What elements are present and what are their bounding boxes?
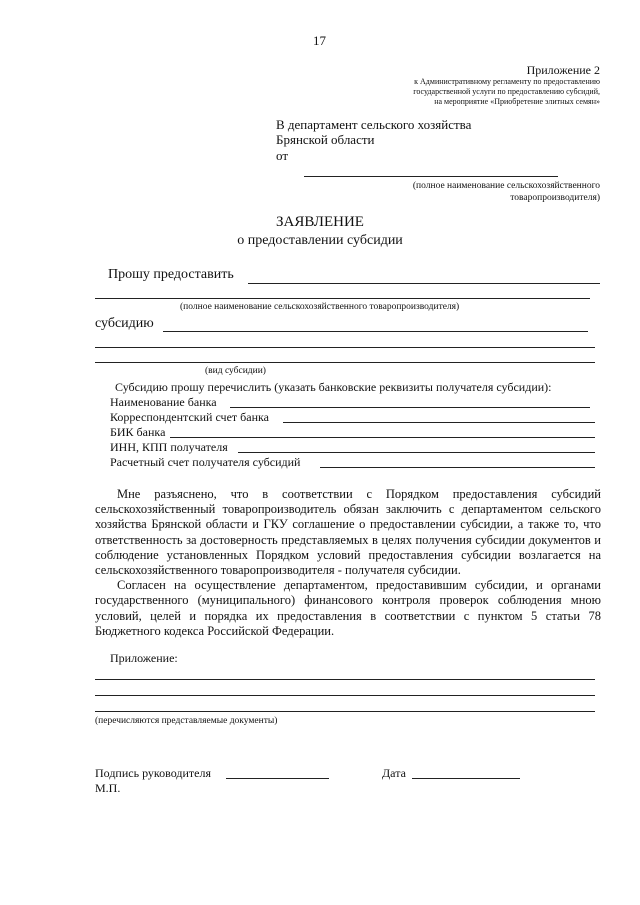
attachment-field-1[interactable]	[95, 679, 595, 680]
inn-kpp-label: ИНН, КПП получателя	[110, 440, 228, 454]
request-field[interactable]	[248, 283, 600, 284]
signature-field[interactable]	[226, 778, 329, 779]
request-field-2[interactable]	[95, 298, 590, 299]
addressee-from: от	[276, 148, 289, 163]
page-number: 17	[313, 33, 326, 48]
stamp-label: М.П.	[95, 781, 121, 795]
bank-intro: Субсидию прошу перечислить (указать банковские реквизиты получателя субсидии):	[115, 380, 552, 394]
inn-kpp-field[interactable]	[238, 452, 595, 453]
appendix-line-2: государственной услуги по предоставлению субсидий,	[413, 87, 600, 96]
appendix-line-3: на мероприятие «Приобретение элитных семян»	[434, 97, 600, 106]
addressee-line-2: Брянской области	[276, 132, 375, 147]
document-title: ЗАЯВЛЕНИЕ	[276, 214, 364, 230]
subsidy-field[interactable]	[163, 331, 588, 332]
paragraph-consent: Согласен на осуществление департаментом, предоставившим субсидии, и органами государственного (муниципального) финансового контроля проверок соблюдения мною условий, целей и порядка их предоставления в соответствии с пунктом 5 статьи 78 Бюджетного кодекса Российской Федерации.	[95, 578, 601, 638]
request-label: Прошу предоставить	[108, 267, 234, 282]
bank-name-field[interactable]	[230, 407, 590, 408]
addressee-hint-1: (полное наименование сельскохозяйственного	[412, 181, 600, 191]
bank-name-label: Наименование банка	[110, 395, 217, 409]
attachment-label: Приложение:	[110, 651, 178, 665]
addressee-hint-2: товаропроизводителя)	[510, 193, 600, 203]
addressee-name-field[interactable]	[304, 176, 558, 177]
producer-hint: (полное наименование сельскохозяйственного товаропроизводителя)	[180, 302, 460, 312]
settlement-account-field[interactable]	[320, 467, 595, 468]
signature-label: Подпись руководителя	[95, 766, 211, 780]
paragraph-responsibility: Мне разъяснено, что в соответствии с Порядком предоставления субсидий сельскохозяйственный товаропроизводитель обязан заключить с департаментом сельского хозяйства Брянской области и ГКУ соглашение о предоставлении субсидии, а также то, что ответственность за достоверность представляемых в целях получения субсидии документов и соблюдение установленных Порядком условий предоставления субсидии возлагается на сельскохозяйственного товаропроизводителя - получателя субсидии.	[95, 487, 601, 578]
bik-label: БИК банка	[110, 425, 166, 439]
attachment-hint: (перечисляются представляемые документы)	[95, 716, 278, 726]
appendix-title: Приложение 2	[526, 63, 600, 77]
appendix-line-1: к Административному регламенту по предоставлению	[414, 77, 600, 86]
corr-account-label: Корреспондентский счет банка	[110, 410, 269, 424]
subsidy-field-2[interactable]	[95, 347, 595, 348]
subsidy-field-3[interactable]	[95, 362, 595, 363]
subsidy-label: субсидию	[95, 316, 154, 331]
addressee-line-1: В департамент сельского хозяйства	[276, 117, 472, 132]
date-label: Дата	[382, 766, 406, 780]
bik-field[interactable]	[170, 437, 595, 438]
attachment-field-2[interactable]	[95, 695, 595, 696]
date-field[interactable]	[412, 778, 520, 779]
body-paragraphs	[95, 487, 601, 639]
settlement-account-label: Расчетный счет получателя субсидий	[110, 455, 301, 469]
subsidy-type-hint: (вид субсидии)	[205, 366, 266, 376]
attachment-field-3[interactable]	[95, 711, 595, 712]
document-subtitle: о предоставлении субсидии	[237, 233, 403, 248]
corr-account-field[interactable]	[283, 422, 595, 423]
